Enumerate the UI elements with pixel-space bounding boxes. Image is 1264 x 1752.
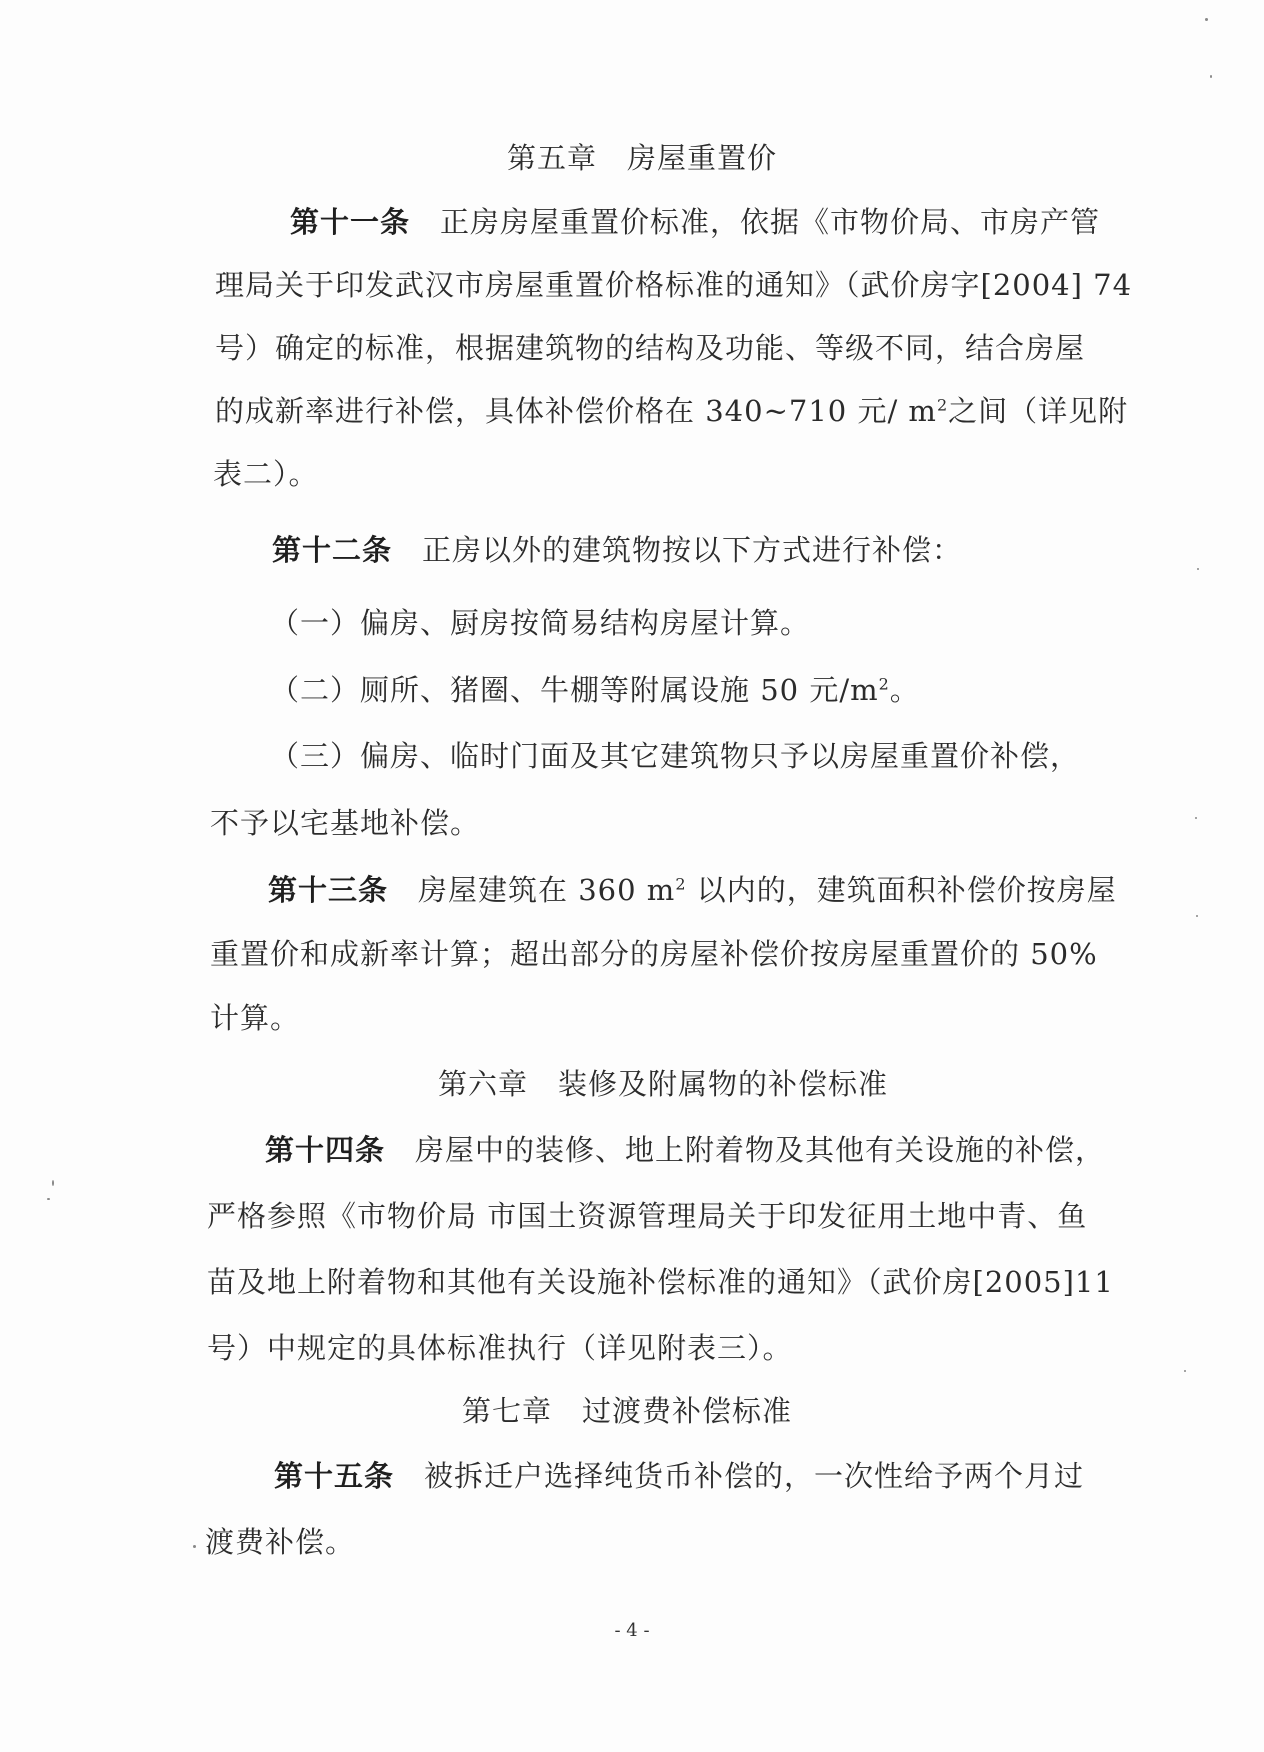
article-12-item-2-text: （二）厕所、猪圈、牛棚等附属设施 50 元/m (270, 673, 879, 707)
scan-speck (1195, 817, 1197, 819)
article-13-line-3: 计算。 (210, 1001, 301, 1035)
article-15-first-line (274, 1456, 1084, 1496)
article-13-line-2: 重置价和成新率计算；超出部分的房屋补偿价按房屋重置价的 50% (210, 937, 1098, 971)
article-13-text-tail: 以内的，建筑面积补偿价按房屋 (686, 873, 1117, 907)
article-12-item-1: （一）偏房、厨房按简易结构房屋计算。 (270, 606, 811, 640)
article-14-first-line (265, 1130, 1105, 1170)
chapter-7-heading: 第七章 过渡费补偿标准 (462, 1394, 793, 1428)
article-11-line-3: 号）确定的标准，根据建筑物的结构及功能、等级不同，结合房屋 (215, 331, 1086, 365)
scan-speck (1196, 915, 1198, 917)
superscript-2: 2 (675, 874, 687, 894)
article-15-line-2: 渡费补偿。 (205, 1525, 356, 1559)
scan-speck (47, 1198, 50, 1200)
article-11-text: 正房房屋重置价标准，依据《市物价局、市房产管 (410, 205, 1101, 239)
article-12-first-line (272, 530, 962, 570)
article-14-line-4: 号）中规定的具体标准执行（详见附表三）。 (207, 1331, 793, 1365)
article-11-line-5: 表二）。 (213, 457, 319, 491)
article-12-item-2 (270, 670, 920, 710)
article-12-item-3-continued: 不予以宅基地补偿。 (210, 806, 481, 840)
article-11-line-2: 理局关于印发武汉市房屋重置价格标准的通知》（武价房字[2004] 74 (215, 268, 1133, 302)
article-12-item-3: （三）偏房、临时门面及其它建筑物只予以房屋重置价补偿， (270, 739, 1081, 773)
scan-speck (193, 1545, 196, 1548)
scan-speck (1210, 75, 1212, 78)
article-14-line-3: 苗及地上附着物和其他有关设施补偿标准的通知》（武价房[2005]11 (207, 1265, 1114, 1299)
scan-speck (1205, 18, 1208, 21)
article-12-text: 正房以外的建筑物按以下方式进行补偿： (392, 533, 963, 567)
scan-speck (1197, 568, 1199, 570)
article-11-line-4 (215, 391, 1128, 431)
article-11-label: 第十一条 (290, 205, 411, 239)
article-14-label: 第十四条 (265, 1133, 386, 1167)
article-13-label: 第十三条 (268, 873, 389, 907)
scan-speck (1184, 1370, 1186, 1372)
page-number: - 4 - (614, 1620, 650, 1641)
article-11-line-4-text: 的成新率进行补偿，具体补偿价格在 340~710 元/ m (215, 394, 937, 428)
article-12-item-2-tail: 。 (889, 673, 920, 707)
article-15-label: 第十五条 (274, 1459, 395, 1493)
article-13-first-line (268, 870, 1117, 910)
superscript-2: 2 (936, 395, 949, 415)
article-14-text: 房屋中的装修、地上附着物及其他有关设施的补偿， (385, 1133, 1106, 1167)
article-13-text: 房屋建筑在 360 m (388, 873, 676, 907)
article-15-text: 被拆迁户选择纯货币补偿的，一次性给予两个月过 (394, 1459, 1085, 1493)
chapter-6-heading: 第六章 装修及附属物的补偿标准 (438, 1067, 889, 1101)
superscript-2: 2 (878, 674, 890, 694)
chapter-5-heading: 第五章 房屋重置价 (507, 141, 778, 175)
article-14-line-2: 严格参照《市物价局 市国土资源管理局关于印发征用土地中青、鱼 (207, 1199, 1088, 1233)
article-12-label: 第十二条 (272, 533, 393, 567)
scan-speck (52, 1180, 54, 1186)
article-11-line-4-tail: 之间（详见附 (948, 394, 1129, 428)
article-11-first-line (290, 202, 1100, 242)
